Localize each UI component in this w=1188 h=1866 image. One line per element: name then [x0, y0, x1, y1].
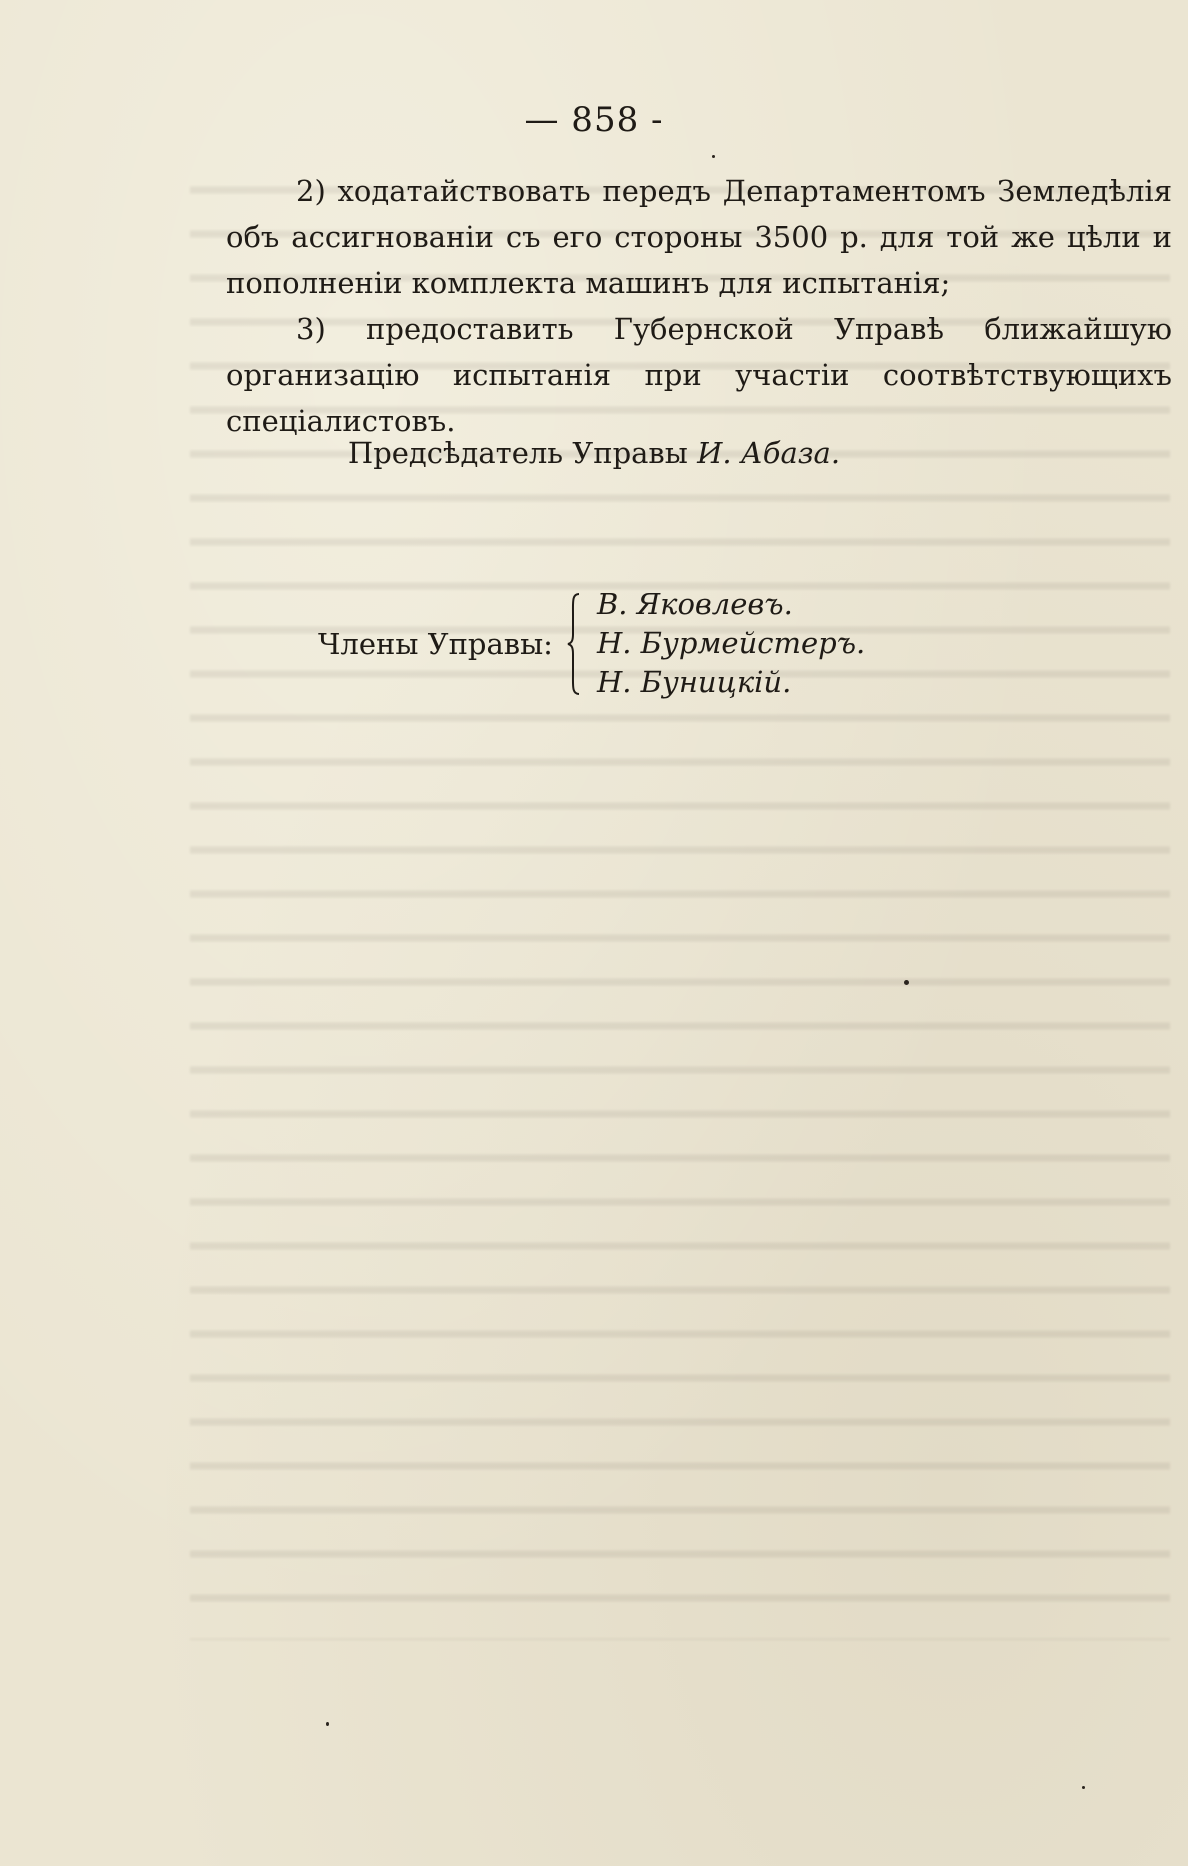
board-members: [318, 585, 865, 702]
member-name: Н. Буницкій.: [596, 665, 792, 699]
body-text: [226, 168, 1172, 444]
member-name: В. Яковлевъ.: [596, 587, 793, 621]
page-number: — 858 -: [524, 100, 664, 140]
members-label: Члены Управы:: [318, 626, 553, 661]
member-name: Н. Бурмейстеръ.: [596, 626, 866, 660]
paragraph-item-3: 3) предоставить Губернской Управѣ ближайшую организацію испытанія при участіи соотвѣтствующихъ спеціалистовъ.: [226, 312, 1172, 438]
ink-speck: [1082, 1786, 1085, 1789]
chairman-title: Предсѣдатель Управы: [347, 436, 688, 470]
curly-brace-icon: [567, 592, 581, 696]
paragraph-item-2: 2) ходатайствовать передъ Департаментомъ Земледѣлія объ ассигнованіи съ его стороны 3500 р. для той же цѣли и пополненіи комплекта машинъ для испытанія;: [226, 174, 1172, 300]
ink-speck: [712, 155, 715, 158]
members-list: [597, 585, 865, 702]
chairman-name: И. Абаза.: [697, 436, 841, 470]
ink-speck: [326, 1722, 329, 1726]
chairman-signature: [0, 436, 1188, 470]
ink-speck: [904, 980, 909, 985]
